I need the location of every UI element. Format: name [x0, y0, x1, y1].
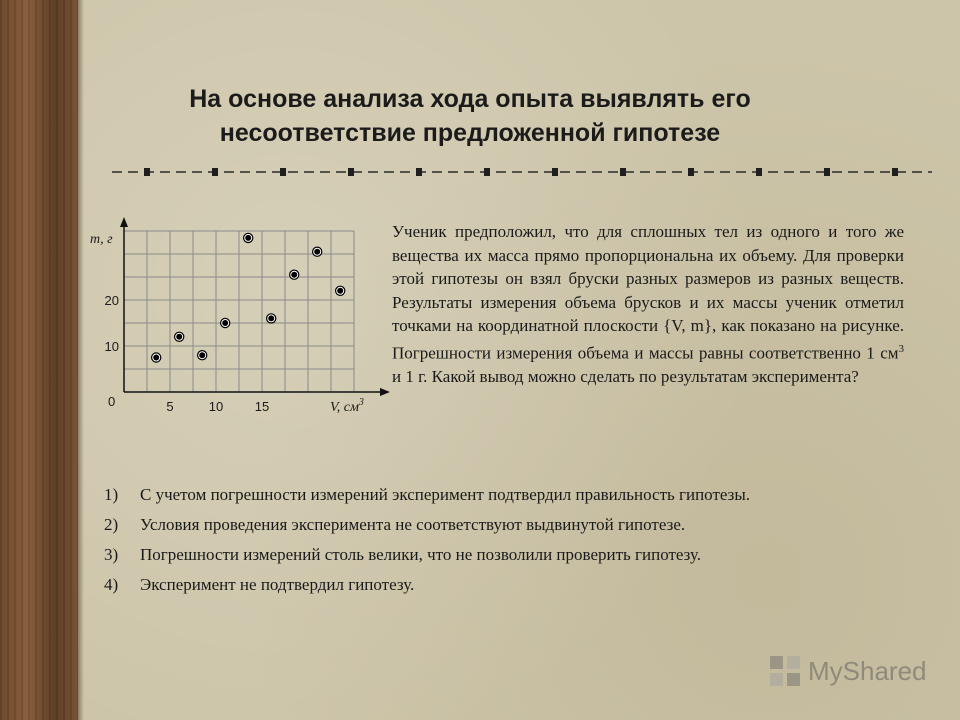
data-point	[153, 355, 159, 361]
divider-dot	[892, 168, 898, 176]
problem-statement	[392, 220, 904, 388]
problem-text-part-1: Ученик предположил, что для сплошных тел из одного и того же вещества их масса прямо пропорциональна их объему. Для проверки этой гипотезы он взял бруски разных размеров из разных веществ. Результаты измерения объема брусков и их массы ученик отметил точками на координатной плоскости {V, m}, как показано на рисунке. Погрешности измерения объема и массы равны соответственно 1 см	[392, 222, 904, 363]
watermark	[768, 654, 927, 688]
divider-dot	[824, 168, 830, 176]
answer-number: 3)	[104, 545, 119, 564]
wood-sidebar	[0, 0, 78, 720]
x-axis-label-exponent: 3	[358, 397, 364, 408]
divider-dot	[688, 168, 694, 176]
problem-text-part-2: и 1 г. Какой вывод можно сделать по результатам эксперимента?	[392, 366, 859, 386]
answer-text: Условия проведения эксперимента не соответствуют выдвинутой гипотезе.	[140, 515, 686, 534]
data-point	[222, 320, 228, 326]
watermark-text: MyShared	[808, 655, 927, 686]
data-point	[314, 249, 320, 255]
data-point	[268, 315, 274, 321]
answer-option-4[interactable]	[104, 574, 924, 604]
divider-dot	[552, 168, 558, 176]
answer-text: Эксперимент не подтвердил гипотезу.	[140, 575, 415, 594]
sidebar-shadow	[78, 0, 84, 720]
divider-dot	[416, 168, 422, 176]
title-line-1: На основе анализа хода опыта выявлять его	[189, 85, 751, 113]
y-tick-label: 20	[104, 293, 119, 308]
x-tick-label: 5	[166, 399, 174, 414]
title-line-2: несоответствие предложенной гипотезе	[219, 119, 721, 147]
answer-number: 2)	[104, 515, 119, 534]
answer-number: 1)	[104, 485, 119, 504]
answer-text: Погрешности измерений столь велики, что не позволили проверить гипотезу.	[140, 545, 702, 564]
data-point	[199, 352, 205, 358]
divider-dot	[144, 168, 150, 176]
y-axis-label: m, г	[90, 232, 113, 247]
slide-title	[110, 82, 830, 150]
data-point	[337, 288, 343, 294]
answer-text: С учетом погрешности измерений эксперимент подтвердил правильность гипотезы.	[140, 485, 751, 504]
divider-dot	[620, 168, 626, 176]
divider-dot	[212, 168, 218, 176]
divider-dot	[756, 168, 762, 176]
answer-option-2[interactable]	[104, 514, 924, 544]
x-axis-label-text: V, см	[330, 400, 359, 415]
myshared-logo-icon	[768, 654, 802, 688]
y-tick-label: 10	[104, 339, 119, 354]
y-axis-arrow	[120, 217, 128, 227]
unit-exponent: 3	[898, 342, 904, 355]
title-divider	[112, 165, 932, 179]
x-tick-label: 15	[254, 399, 270, 414]
divider-dot	[280, 168, 286, 176]
x-axis-label	[330, 397, 364, 415]
data-point	[176, 334, 182, 340]
answer-options	[104, 484, 924, 604]
divider-dot	[348, 168, 354, 176]
data-point	[245, 235, 251, 241]
answer-option-1[interactable]	[104, 484, 924, 514]
x-axis-arrow	[380, 388, 390, 396]
data-point	[291, 272, 297, 278]
origin-label: 0	[108, 394, 116, 409]
answer-option-3[interactable]	[104, 544, 924, 574]
answer-number: 4)	[104, 575, 119, 594]
x-tick-label: 10	[208, 399, 224, 414]
divider-dot	[484, 168, 490, 176]
